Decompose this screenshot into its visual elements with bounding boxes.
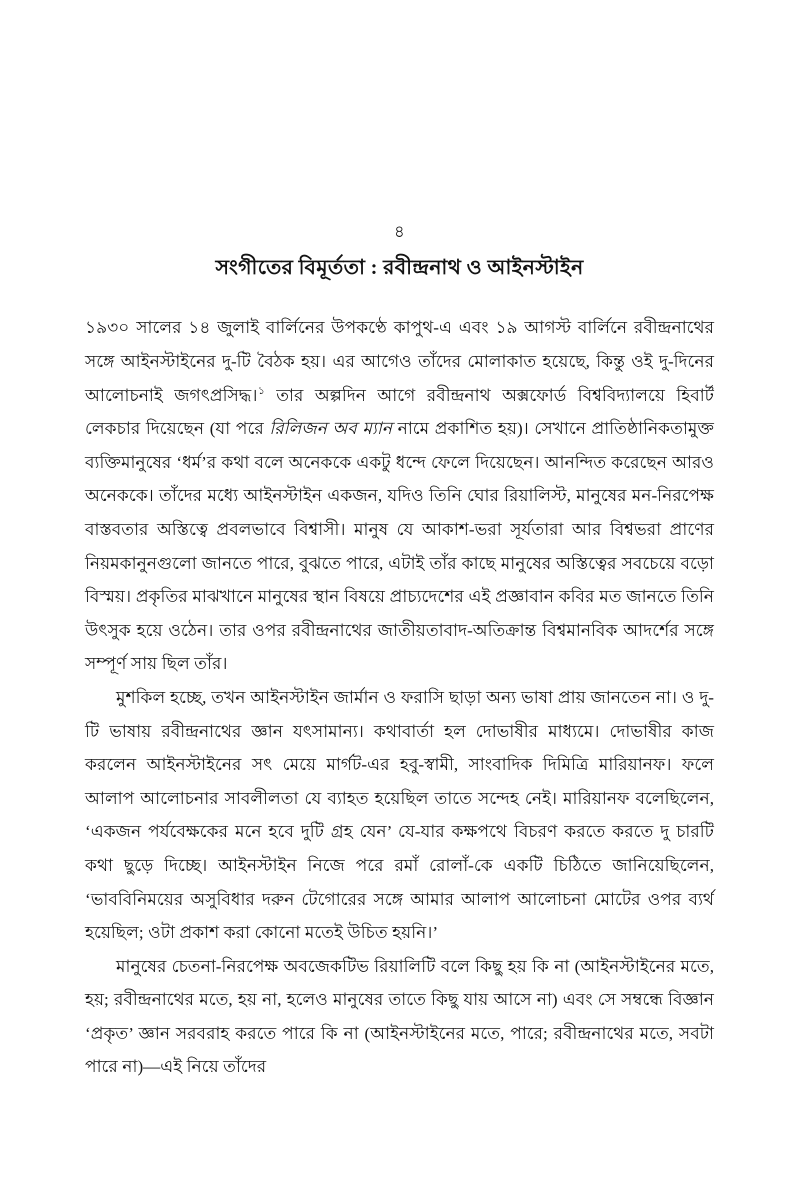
chapter-number: ৪: [394, 222, 405, 241]
paragraph-2: মুশকিল হচ্ছে, তখন আইনস্টাইন জার্মান ও ফরাসি ছাড়া অন্য ভাষা প্রায় জানতেন না। ও দু-টি ভাষায় রবীন্দ্রনাথের জ্ঞান যৎসামান্য। কথাবার্তা হল দোভাষীর মাধ্যমে। দোভাষীর কাজ করলেন আইনস্টাইনের সৎ মেয়ে মার্গট-এর হবু-স্বামী, সাংবাদিক দিমিত্রি মারিয়ানফ। ফলে আলাপ আলোচনার সাবলীলতা যে ব্যাহত হয়েছিল তাতে সন্দেহ নেই। মারিয়ানফ বলেছিলেন, ‘একজন পর্যবেক্ষকের মনে হবে দুটি গ্রহ যেন’ যে-যার কক্ষপথে বিচরণ করতে করতে দু চারটি কথা ছুড়ে দিচ্ছে। আইনস্টাইন নিজে পরে রমাঁ রোলাঁ-কে একটি চিঠিতে জানিয়েছিলেন, ‘ভাববিনিময়ের অসুবিধার দরুন টেগোরের সঙ্গে আমার আলাপ আলোচনা মোটের ওপর ব্যর্থ হয়েছিল; ওটা প্রকাশ করা কোনো মতেই উচিত হয়নি।’: [85, 687, 714, 943]
paragraph-1-part-3: নামে প্রকাশিত হয়)। সেখানে প্রাতিষ্ঠানিকতামুক্ত ব্যক্তিমানুষের ‘ধর্ম’র কথা বলে অনেককে একটু ধন্দে ফেলে দিয়েছেন। আনন্দিত করেছেন আরও অনেককে। তাঁদের মধ্যে আইনস্টাইন একজন, যদিও তিনি ঘোর রিয়ালিস্ট, মানুষের মন-নিরপেক্ষ বাস্তবতার অস্তিত্বে প্রবলভাবে বিশ্বাসী। মানুষ যে আকাশ-ভরা সূর্যতারা আর বিশ্বভরা প্রাণের নিয়মকানুনগুলো জানতে পারে, বুঝতে পারে, এটাই তাঁর কাছে মানুষের অস্তিত্বের সবচেয়ে বড়ো বিস্ময়। প্রকৃতির মাঝখানে মানুষের স্থান বিষয়ে প্রাচ্যদেশের এই প্রজ্ঞাবান কবির মত জানতে তিনি উৎসুক হয়ে ওঠেন। তার ওপর রবীন্দ্রনাথের জাতীয়তাবাদ-অতিক্রান্ত বিশ্বমানবিক আদর্শের সঙ্গে সম্পূর্ণ সায় ছিল তাঁর।: [85, 419, 714, 674]
paragraph-3: মানুষের চেতনা-নিরপেক্ষ অবজেকটিভ রিয়ালিটি বলে কিছু হয় কি না (আইনস্টাইনের মতে, হয়; রবীন্দ্রনাথের মতে, হয় না, হলেও মানুষের তাতে কিছু যায় আসে না) এবং সে সম্বন্ধে বিজ্ঞান ‘প্রকৃত’ জ্ঞান সরবরাহ করতে পারে কি না (আইনস্টাইনের মতে, পারে; রবীন্দ্রনাথের মতে, সবটা পারে না)—এই নিয়ে তাঁদের: [85, 956, 714, 1077]
footnote-reference-marker: ১: [257, 385, 265, 397]
paragraph-1: [85, 311, 714, 681]
chapter-title: সংগীতের বিমূর্ততা : রবীন্দ্রনাথ ও আইনস্টাইন: [215, 256, 584, 279]
paragraph-1-part-2: তার অল্পদিন আগে রবীন্দ্রনাথ অক্সফোর্ড বিশ্ববিদ্যালয়ে হিবার্ট লেকচার দিয়েছেন (যা পরে: [85, 385, 714, 439]
book-title-italic: রিলিজন অব ম্যান: [269, 419, 392, 439]
paragraph-1-part-1: ১৯৩০ সালের ১৪ জুলাই বার্লিনের উপকণ্ঠে কাপুথ-এ এবং ১৯ আগস্ট বার্লিনে রবীন্দ্রনাথের সঙ্গে আইনস্টাইনের দু-টি বৈঠক হয়। এর আগেও তাঁদের মোলাকাত হয়েছে, কিন্তু ওই দু-দিনের আলোচনাই জগৎপ্রসিদ্ধ।: [85, 318, 714, 405]
page-text-block: [85, 222, 714, 1084]
